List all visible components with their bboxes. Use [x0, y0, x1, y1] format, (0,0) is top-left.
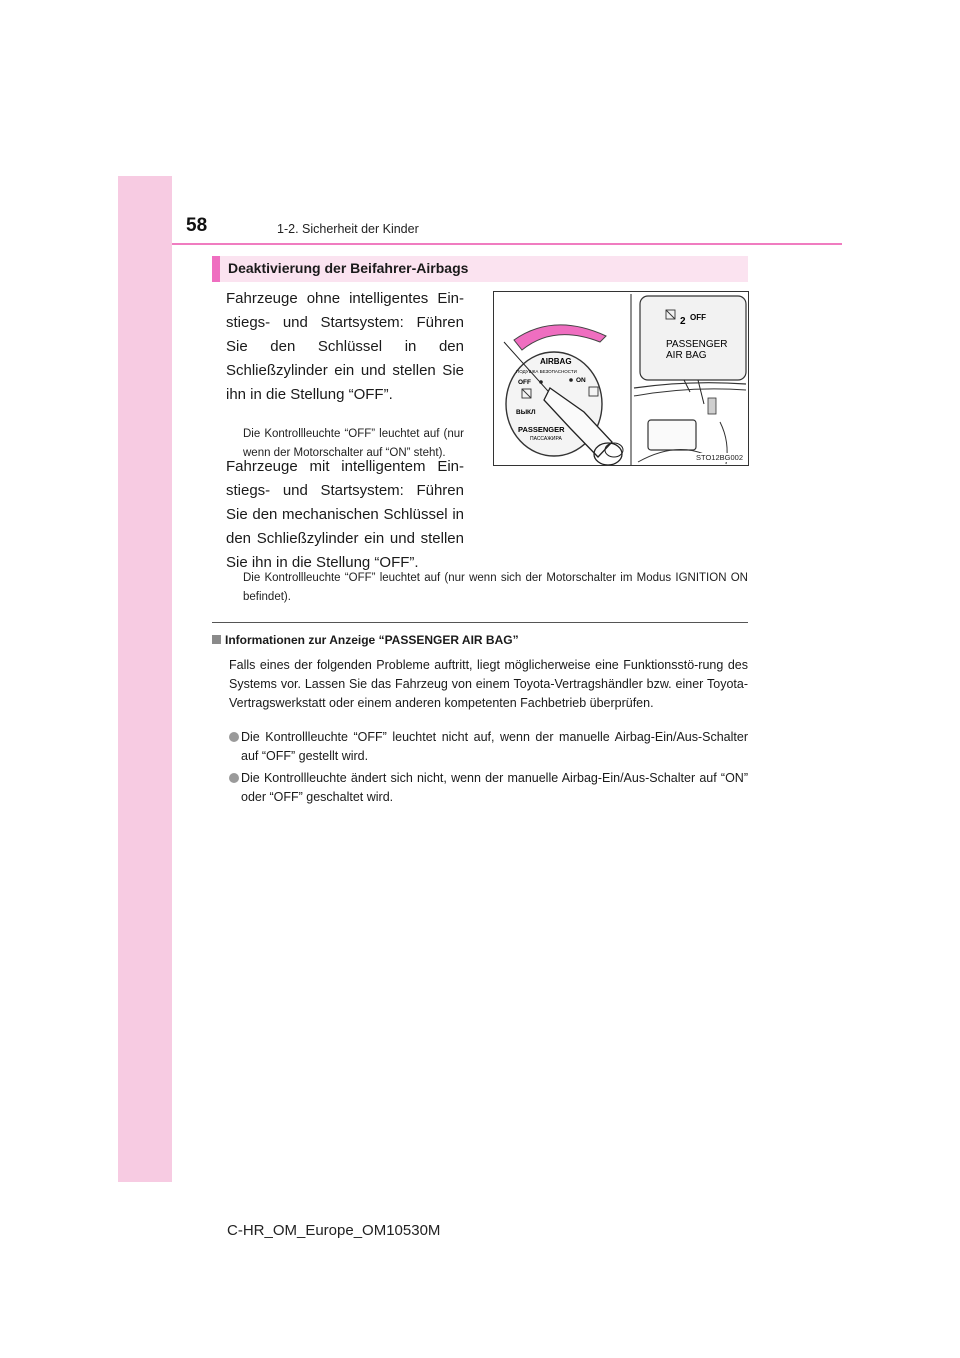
page-sidebar — [118, 176, 172, 1182]
switch-label-on: ON — [576, 377, 586, 384]
section-title: 1-2. Sicherheit der Kinder — [277, 222, 419, 236]
list-item — [229, 728, 748, 766]
airbag-switch-figure — [493, 291, 749, 466]
svg-text:2: 2 — [680, 316, 686, 327]
header-rule — [172, 243, 842, 245]
bullet-icon — [229, 773, 239, 783]
list-item — [229, 769, 748, 807]
airbag-switch-illustration — [494, 292, 749, 466]
bullet-icon — [229, 732, 239, 742]
switch-label-airbag: AIRBAG — [540, 357, 572, 366]
heading-accent — [212, 256, 220, 282]
indicator-label-off: OFF — [690, 313, 706, 322]
page-number: 58 — [186, 215, 208, 236]
switch-label-passenger: PASSENGER — [518, 425, 565, 434]
indicator-label-line2: AIR BAG — [666, 350, 707, 361]
document-footer: C-HR_OM_Europe_OM10530M — [227, 1222, 441, 1239]
paragraph-without-smart-key: Fahrzeuge ohne intelligentes Ein-stiegs- und Startsystem: Führen Sie den Schlüssel in den Schließzylinder ein und stellen Sie ihn in die Stellung “OFF”. — [226, 290, 464, 403]
switch-label-off: OFF — [518, 379, 531, 386]
indicator-panel — [640, 296, 746, 380]
info-heading-text: Informationen zur Anzeige “PASSENGER AIR BAG” — [225, 633, 519, 647]
list-item-text: Die Kontrollleuchte “OFF” leuchtet nicht auf, wenn der manuelle Airbag-Ein/Aus-Schalter auf “OFF” gestellt wird. — [241, 730, 748, 763]
paragraph-with-smart-key: Fahrzeuge mit intelligentem Ein-stiegs- und Startsystem: Führen Sie den mechanischen Schlüssel in den Schließzylinder ein und stellen Sie ihn in die Stellung “OFF”. — [226, 458, 464, 571]
indicator-label-line1: PASSENGER — [666, 339, 728, 350]
section-heading: Deaktivierung der Beifahrer-Airbags — [228, 260, 469, 276]
note-with-smart-key: Die Kontrollleuchte “OFF” leuchtet auf (nur wenn sich der Motorschalter im Modus IGNITION ON befindet). — [243, 572, 748, 603]
section-heading-bar — [212, 256, 748, 282]
switch-label-cyrillic: ПОДУШКА БЕЗОПАСНОСТИ — [516, 369, 577, 374]
note-without-smart-key: Die Kontrollleuchte “OFF” leuchtet auf (nur wenn der Motorschalter auf “ON” steht). — [243, 428, 464, 459]
square-bullet-icon — [212, 635, 221, 644]
dashboard-display — [648, 420, 696, 450]
section-divider — [212, 622, 748, 623]
info-heading — [212, 633, 519, 647]
list-item-text: Die Kontrollleuchte ändert sich nicht, wenn der manuelle Airbag-Ein/Aus-Schalter auf “ON” oder “OFF” geschaltet wird. — [241, 771, 748, 804]
switch-label-passazhira: ПАССАЖИРА — [530, 436, 562, 442]
switch-label-vykl: ВЫКЛ — [516, 409, 536, 416]
rotate-arrow-icon — [514, 325, 606, 350]
figure-code: STO12BG002 — [696, 453, 743, 462]
info-body: Falls eines der folgenden Probleme auftritt, liegt möglicherweise eine Funktionsstö-rung des Systems vor. Lassen Sie das Fahrzeug von einem Toyota-Vertragshändler bzw. einer Toyota-Vertragswerkstatt oder einem anderen kompetenten Fachbetrieb überprüfen. — [229, 658, 748, 710]
